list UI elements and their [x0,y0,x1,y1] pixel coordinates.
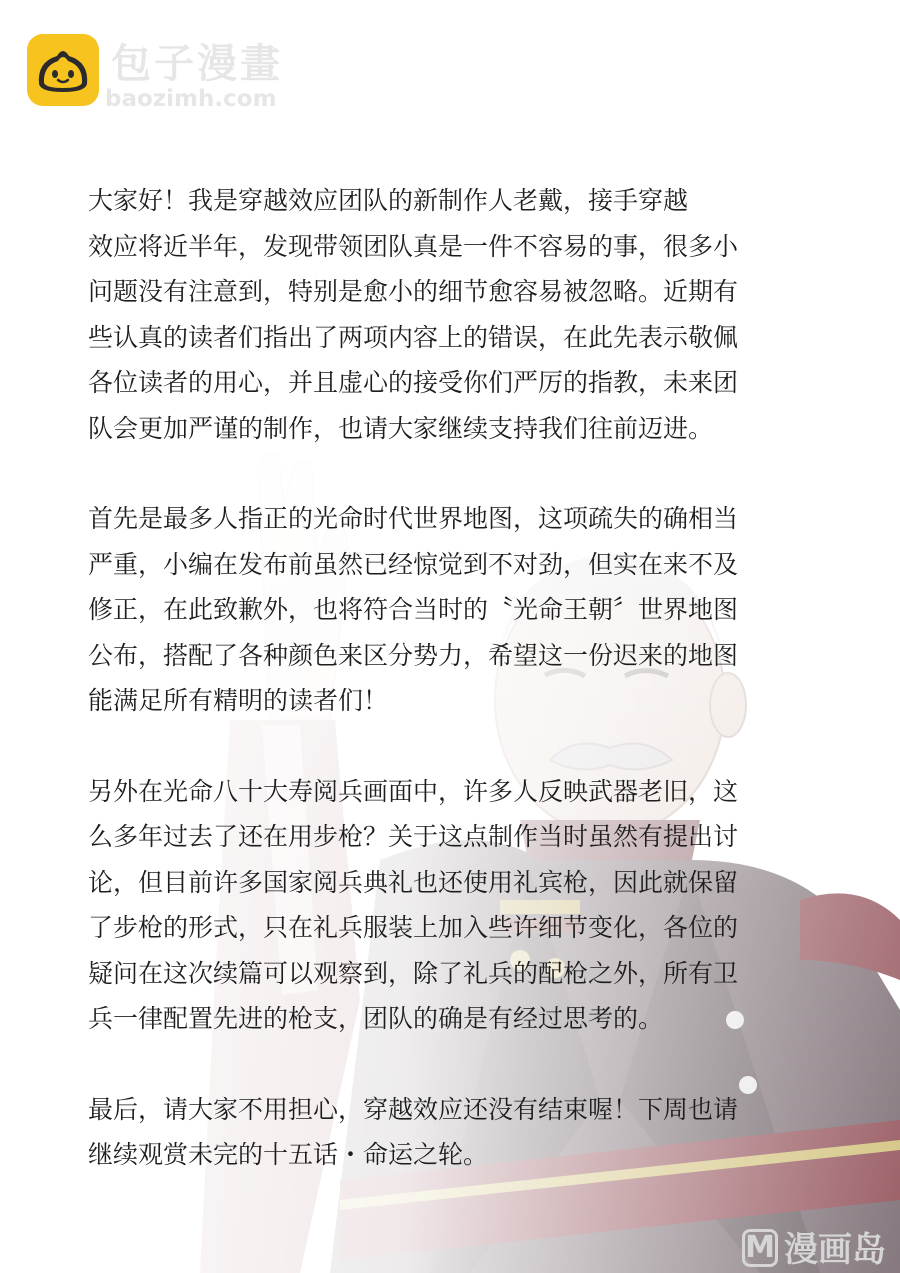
watermark-letter: M [742,1229,778,1267]
text-line: 继续观赏未完的十五话・命运之轮。 [88,1140,489,1169]
text-line: 首先是最多人指正的光命时代世界地图，这项疏失的确相当 [88,504,739,533]
text-line: 了步枪的形式，只在礼兵服装上加入些许细节变化，各位的 [88,913,739,942]
text-line: 兵一律配置先进的枪支，团队的确是有经过思考的。 [88,1004,664,1033]
text-line: 大家好！我是穿越效应团队的新制作人老戴，接手穿越 [88,186,689,215]
logo-domain: baozimh.com [105,86,277,112]
text-line: 各位读者的用心，并且虚心的接受你们严厉的指教，未来团 [88,368,739,397]
text-line: 修正，在此致歉外，也将符合当时的〝光命王朝〞世界地图 [88,595,739,624]
text-line: 么多年过去了还在用步枪？关于这点制作当时虽然有提出讨 [88,822,739,851]
text-line: 公布，搭配了各种颜色来区分势力，希望这一份迟来的地图 [88,640,739,670]
text-line: 严重，小编在发布前虽然已经惊觉到不对劲，但实在来不及 [88,549,739,579]
paragraph-parade-weapons [88,769,813,1042]
paragraph-intro [88,178,813,451]
bun-mascot-icon [27,34,99,106]
text-line: 疑问在这次续篇可以观察到，除了礼兵的配枪之外，所有卫 [88,958,739,988]
text-line: 最后，请大家不用担心，穿越效应还没有结束喔！下周也请 [88,1094,739,1124]
text-line: 另外在光命八十大寿阅兵画面中，许多人反映武器老旧，这 [88,776,739,806]
text-line: 问题没有注意到，特别是愈小的细节愈容易被忽略。近期有 [88,277,739,306]
announcement-article [88,178,813,1223]
text-line: 队会更加严谨的制作，也请大家继续支持我们往前迈进。 [88,413,714,443]
text-line: 论，但目前许多国家阅兵典礼也还使用礼宾枪，因此就保留 [88,867,739,897]
text-line: 能满足所有精明的读者们！ [88,686,389,715]
logo-name-cn: 包子漫畫 [111,41,283,87]
watermark [742,1227,900,1273]
site-logo[interactable] [27,34,317,114]
paragraph-map-correction [88,496,813,724]
paragraph-closing [88,1087,813,1178]
text-line: 些认真的读者们指出了两项内容上的错误，在此先表示敬佩 [88,322,739,352]
text-line: 效应将近半年，发现带领团队真是一件不容易的事，很多小 [88,231,739,261]
watermark-text: 漫画岛 [784,1230,886,1270]
